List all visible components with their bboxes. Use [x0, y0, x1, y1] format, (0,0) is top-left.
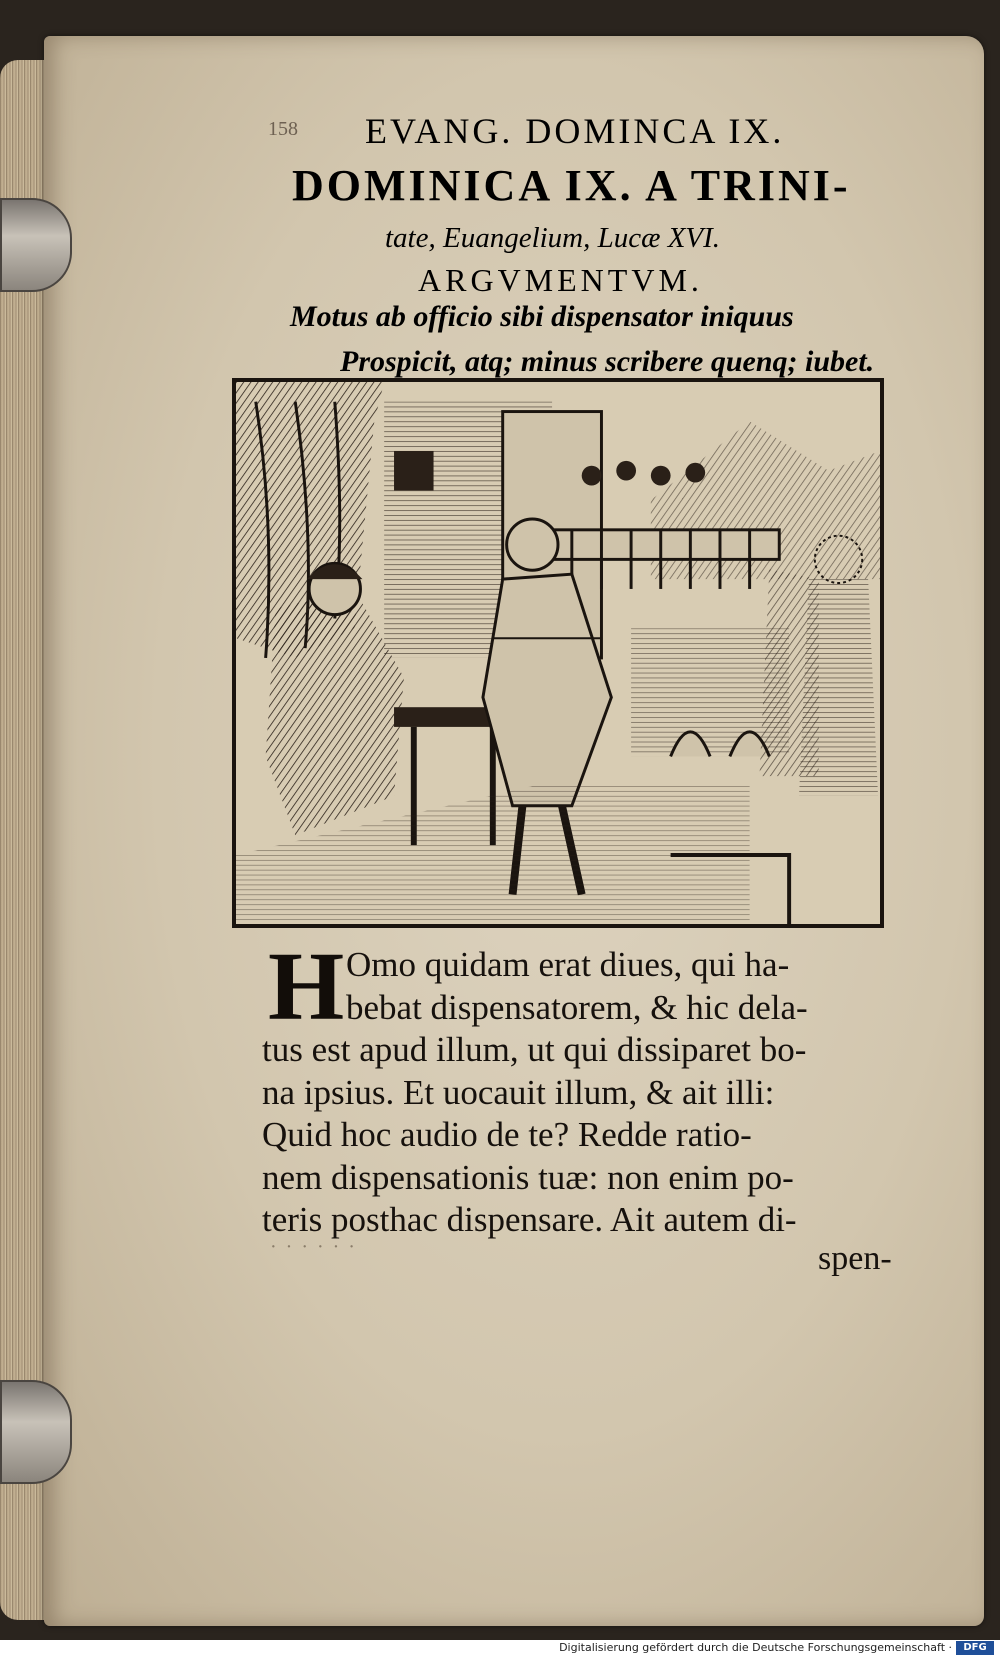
body-line: Quid hoc audio de te? Redde ratio- — [262, 1115, 752, 1154]
argument-verse-2: Prospicit, atq; minus scribere quenq; iubet. — [340, 345, 875, 378]
argument-heading: ARGVMENTVM. — [418, 262, 703, 298]
body-line: nem dispensationis tuæ: non enim po- — [262, 1157, 794, 1197]
clasp-top — [0, 198, 72, 292]
digitization-footer — [0, 1640, 1000, 1657]
body-line: na ipsius. Et uocauit illum, & ait illi: — [262, 1072, 775, 1112]
running-head: EVANG. DOMINCA IX. — [365, 111, 785, 151]
clasp-bottom — [0, 1380, 72, 1484]
body-text — [262, 933, 902, 1242]
folio-number: 158 — [268, 118, 298, 140]
title-line-2: tate, Euangelium, Lucæ XVI. — [385, 222, 721, 254]
title-line-1: DOMINICA IX. A TRINI- — [292, 161, 851, 210]
faded-mark: · · · · · · — [270, 1236, 357, 1258]
woodcut-scene — [236, 382, 880, 924]
body-line: Omo quidam erat diues, qui ha- — [346, 945, 790, 984]
dfg-credit: Digitalisierung gefördert durch die Deutsche Forschungsgemeinschaft · — [559, 1641, 952, 1654]
body-line: teris posthac dispensare. Ait autem di- — [262, 1200, 797, 1239]
body-line: tus est apud illum, ut qui dissiparet bo- — [262, 1030, 807, 1069]
argument-verse-1: Motus ab officio sibi dispensator iniquus — [290, 300, 794, 333]
catchword: spen- — [818, 1240, 892, 1277]
woodcut-illustration — [232, 378, 884, 928]
body-line: bebat dispensatorem, & hic dela- — [346, 987, 808, 1027]
drop-cap: H — [268, 933, 345, 1041]
dfg-logo: DFG — [956, 1641, 994, 1655]
